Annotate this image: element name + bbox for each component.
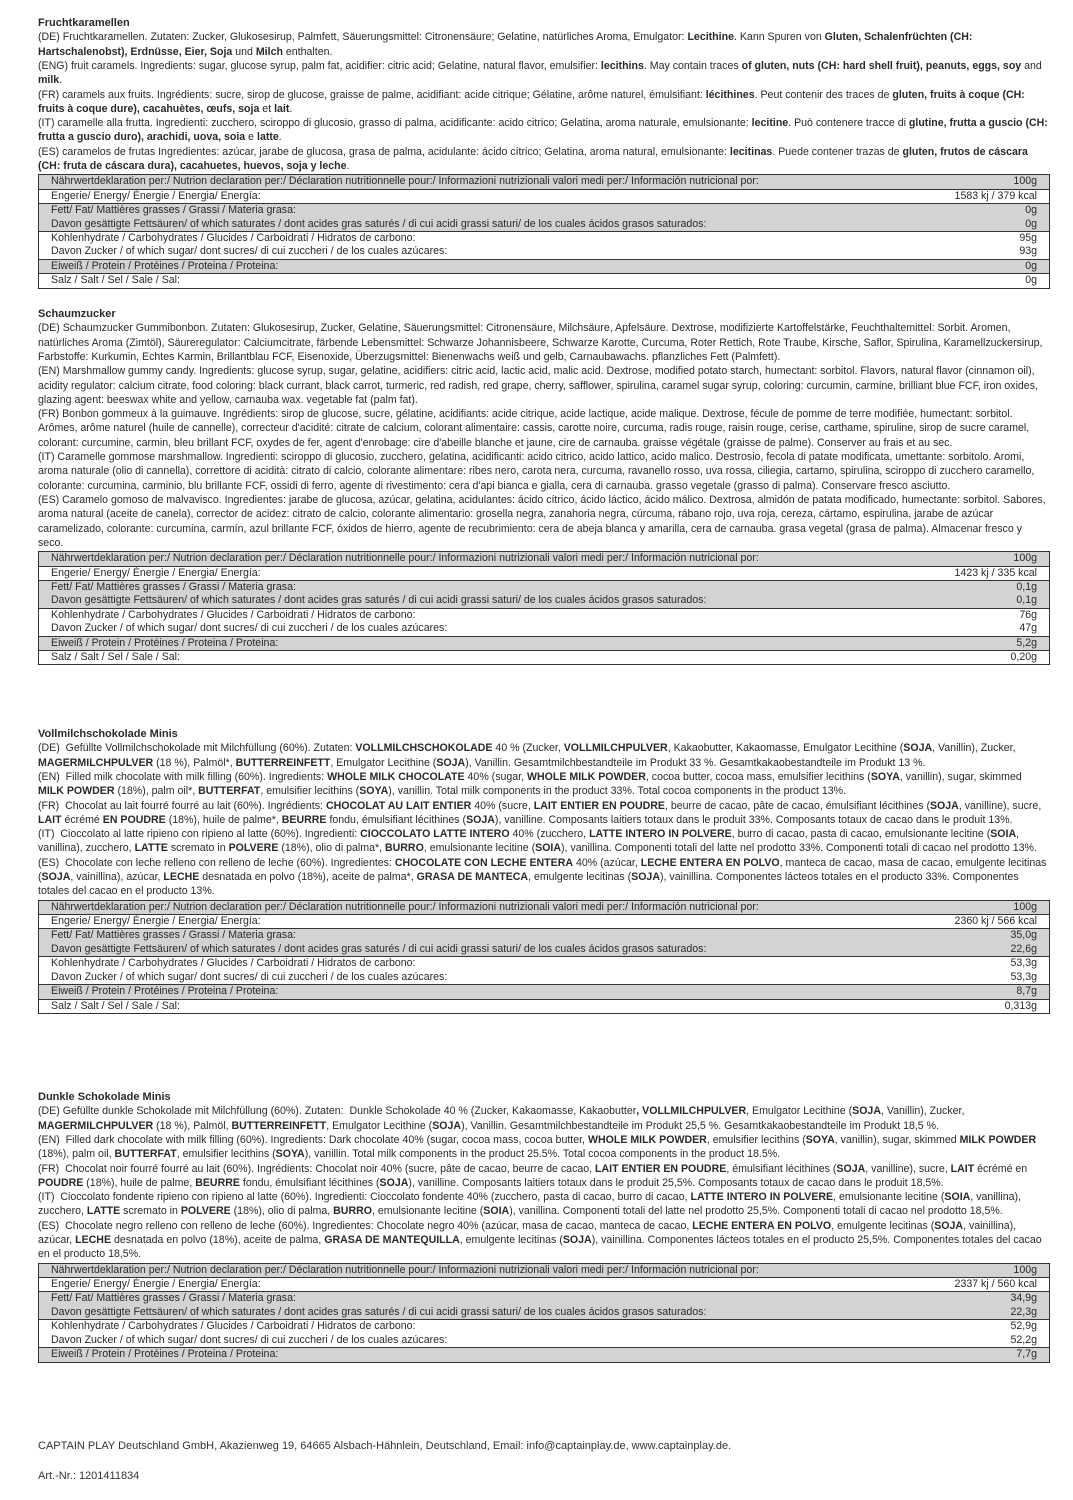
ingredient-text: , Emulgator Lecithine ( [746, 1105, 853, 1118]
ingredient-text: e [245, 131, 257, 144]
nutrition-label: Kohlenhydrate / Carbohydrates / Glucides / Carboidrati / Hidratos de carbono: [39, 608, 921, 622]
allergen-text: lécithines [705, 88, 755, 101]
ingredient-text: . [289, 102, 293, 115]
nutrition-row-energy [39, 189, 1050, 203]
allergen-text: lecitinas [729, 145, 773, 158]
nutrition-value: 0g [921, 259, 1050, 273]
ingredient-text: (18%), palm oil, [38, 1134, 1040, 1161]
ingredient-text: , emulsionante lecitine ( [423, 842, 536, 855]
ingredient-text: , vanilline), sucre, [958, 799, 1045, 812]
allergen-text: SOYA [275, 1148, 305, 1161]
nutrition-value: 100g [921, 175, 1050, 189]
ingredient-text: , beurre de cacao, pâte de cacao, émulsifiant lécithines ( [664, 799, 930, 812]
allergen-text: WHOLE MILK CHOCOLATE [327, 771, 465, 783]
ingredient-text: , Emulgator Lecithine ( [330, 756, 437, 769]
ingredient-text: 40 % (Zucker, [492, 742, 564, 755]
ingredient-text: ), vanillina. Componenti totali del latte nel prodotto 25,5%. Componenti totali di cacao nel prodotto 18,5%. [509, 1205, 1003, 1218]
allergen-text: WHOLE MILK POWDER [587, 1134, 707, 1146]
product-title: Dunkle Schokolade Minis [38, 1091, 171, 1103]
ingredient-text: , emulsifier lecithins ( [260, 785, 360, 798]
allergen-text: latte [257, 131, 279, 144]
nutrition-row-fat [39, 929, 1050, 943]
nutrition-value: 34,9g [921, 1292, 1050, 1306]
allergen-text: LECHE [163, 871, 200, 884]
nutrition-table [38, 900, 1050, 1014]
nutrition-row-sugar [39, 622, 1050, 636]
allergen-text: glutine, frutta a guscio (CH: frutta a guscio duro), arachidi, uova, soia [38, 117, 1051, 144]
nutrition-value: 100g [921, 1263, 1050, 1277]
nutrition-label: Salz / Salt / Sel / Sale / Sal: [39, 274, 921, 288]
ingredient-text: (18%), olio di palma*, [278, 842, 385, 855]
allergen-text: SOYA [359, 785, 389, 798]
allergen-text: GRASA DE MANTEQUILLA [324, 1234, 460, 1247]
nutrition-value: 22,3g [921, 1306, 1050, 1320]
allergen-text: LAIT [38, 813, 62, 826]
nutrition-value: 35,0g [921, 929, 1050, 943]
allergen-text: BURRO [384, 842, 424, 855]
nutrition-row-salt [39, 999, 1050, 1013]
nutrition-label: Engerie/ Energy/ Énergie / Energia/ Energía: [39, 915, 921, 929]
allergen-text: LATTE INTERO IN POLVERE [589, 828, 732, 841]
ingredients-paragraph [38, 116, 1050, 145]
nutrition-row-header [39, 552, 1050, 566]
allergen-text: POLVERE [180, 1205, 231, 1218]
allergen-text: SOJA [631, 871, 660, 884]
nutrition-label: Engerie/ Energy/ Énergie / Energia/ Energía: [39, 1278, 921, 1292]
nutrition-row-saturates [39, 1306, 1050, 1320]
nutrition-label: Fett/ Fat/ Mattières grasses / Grassi / Materia grasa: [39, 204, 921, 218]
ingredient-text: ), vainillina. Componentes lácteos totales en el producto 33%. Componentes totales del cacao en el producto 13%. [38, 871, 1022, 898]
ingredient-text: écrémé [61, 813, 103, 826]
ingredient-text: ), Vanillin. Gesamtmilchbestandteile im Produkt 33 %. Gesamtkakaobestandteile im Produkt 13 %. [465, 756, 926, 769]
ingredient-text: (IT) Caramelle gommose marshmallow. Ingredienti: sciroppo di glucosio, zucchero, gelatina, acidificanti: acido citrico, acido lattico, acido malico. Destrosio, fecola di patate modificata, umettante: sorbitolo. Aromi, aroma naturale (olio di cannella), correttore di acidità: citrato di calcio, colorante alimentare: ribes nero, carota nera, curcuma, ravanello rosso, uva rossa, ciliegia, cartamo, spirulina, sciroppo di zucchero caramello, colorante: curcumina, carminio, blu brillante FCF, ossidi di ferro, agente di rivestimento: cera d'api bianca e gialla, cera di carnauba. grasso vegetale (grasso di palma). Conservare fresco asciutto. [38, 451, 1038, 492]
ingredient-text: , Emulgator Lecithine ( [326, 1119, 433, 1132]
nutrition-row-fat [39, 580, 1050, 594]
ingredients-paragraph [38, 799, 1050, 828]
ingredient-text: . Kann Spuren von [733, 31, 825, 44]
ingredients-paragraph [38, 1190, 1050, 1219]
nutrition-value: 0,1g [921, 594, 1050, 608]
ingredient-text: (DE) Fruchtkaramellen. Zutaten: Zucker, Glukosesirup, Palmfett, Säuerungsmittel: Citronensäure; Gelatine, natürliches Aroma, Emulgator: [38, 31, 688, 44]
ingredients-paragraph [38, 88, 1050, 117]
ingredient-text: , vainillina), azúcar, [70, 871, 164, 884]
nutrition-label: Nährwertdeklaration per:/ Nutrion declaration per:/ Déclaration nutritionnelle pour:/ Informazioni nutrizionali valori medi per:/ Información nutricional por: [39, 900, 921, 914]
allergen-text: BUTTERFAT [114, 1148, 177, 1161]
nutrition-label: Davon gesättigte Fettsäuren/ of which saturates / dont acides gras saturés / di cui acidi grassi saturi/ de los cuales ácidos grasos saturados: [39, 943, 921, 957]
nutrition-label: Engerie/ Energy/ Énergie / Energia/ Energía: [39, 189, 921, 203]
nutrition-row-salt [39, 651, 1050, 665]
ingredient-text: (EN) Filled milk chocolate with milk filling (60%). Ingredients: [38, 771, 328, 783]
allergen-text: SOJA [466, 813, 495, 826]
nutrition-row-header [39, 900, 1050, 914]
nutrition-row-sugar [39, 971, 1050, 985]
ingredient-text: , émulsifiant lécithines ( [726, 1162, 837, 1175]
ingredients-paragraph [38, 145, 1050, 174]
allergen-text: SOIA [535, 842, 562, 855]
allergen-text: MILK POWDER [38, 785, 115, 798]
allergen-text: LECHE ENTERA EN POLVO [692, 1219, 832, 1232]
allergen-text: SOJA [379, 1176, 409, 1189]
ingredient-text: (18%), olio di palma, [230, 1205, 334, 1218]
ingredient-text: (ES) Caramelo gomoso de malvavisco. Ingredientes: jarabe de glucosa, azúcar, gelatina, acidulantes: ácido cítrico, ácido láctico, ácido málico. Dextrosa, almidón de patata modificado, humectante: sorbitol. Sabores, aroma natural (aceite de canela), corrector de acidez: citrato de calcio, colorante alimentario: grosella negra, zanahoria negra, cúrcuma, rábano rojo, uva roja, cereza, cártamo, espirulina, jarabe de azúcar caramelizado, colorante: curcumina, carmín, azul brillante FCF, óxidos de hierro, agente de recubrimiento: cera de abeja blanca y amarilla, cera de carnauba. grasa vegetal (grasa de palma). Almacenar fresco y seco. [38, 493, 1049, 549]
allergen-text: VOLLMILCHSCHOKOLADE [355, 742, 493, 755]
nutrition-row-energy [39, 915, 1050, 929]
product-section-vollmilchschokolade-minis [38, 727, 1050, 1014]
ingredient-text: scremato in [167, 842, 229, 855]
nutrition-value: 76g [921, 608, 1050, 622]
allergen-text: Lecithine [687, 31, 734, 44]
nutrition-value: 100g [921, 900, 1050, 914]
nutrition-value: 0,20g [921, 651, 1050, 665]
nutrition-value: 2337 kj / 560 kcal [921, 1278, 1050, 1292]
nutrition-row-protein [39, 985, 1050, 999]
nutrition-value: 1423 kj / 335 kcal [921, 566, 1050, 580]
nutrition-value: 53,3g [921, 971, 1050, 985]
allergen-text: LAIT ENTIER EN POUDRE [595, 1162, 727, 1175]
allergen-text: BUTTERREINFETT [231, 1119, 327, 1132]
nutrition-row-energy [39, 1278, 1050, 1292]
nutrition-row-saturates [39, 594, 1050, 608]
ingredients-paragraph [38, 1133, 1050, 1162]
ingredient-text: , emulgente lecitinas ( [831, 1219, 935, 1232]
allergen-text: MAGERMILCHPULVER [38, 1119, 154, 1132]
nutrition-label: Davon gesättigte Fettsäuren/ of which saturates / dont acides gras saturés / di cui acidi grassi saturi/ de los cuales ácidos grasos saturados: [39, 218, 921, 232]
nutrition-row-carbs [39, 608, 1050, 622]
ingredient-text: , emulsionante lecitine ( [372, 1205, 484, 1218]
allergen-text: BUTTERREINFETT [235, 756, 331, 769]
allergen-text: of gluten, nuts (CH: hard shell fruit), peanuts, eggs, soy [741, 60, 1022, 72]
nutrition-row-energy [39, 566, 1050, 580]
ingredients-paragraph [38, 493, 1050, 550]
nutrition-value: 47g [921, 622, 1050, 636]
nutrition-value: 93g [921, 245, 1050, 259]
product-title: Schaumzucker [38, 308, 116, 320]
ingredient-text: ), vanillin. Total milk components in the product 25.5%. Total cocoa components in the product 18.5%. [304, 1148, 781, 1161]
allergen-text: CHOCOLATE CON LECHE ENTERA [394, 856, 574, 869]
ingredient-text: (ES) Chocolate negro relleno con relleno de leche (60%). Ingredientes: Chocolate negro 40% (azúcar, masa de cacao, manteca de cacao, [38, 1219, 693, 1232]
nutrition-value: 52,9g [921, 1320, 1050, 1334]
product-section-schaumzucker [38, 307, 1050, 665]
allergen-text: SOJA [929, 799, 959, 812]
ingredient-text: und [232, 45, 256, 58]
allergen-text: BEURRE [281, 813, 327, 826]
ingredient-text: , emulgente lecitinas ( [528, 871, 632, 884]
ingredient-text: (IT) caramelle alla frutta. Ingredienti: zucchero, sciroppo di glucosio, grasso di palma, acidificante: acido citrico; Gelatina, aroma naturale, emulsionante: [38, 117, 752, 130]
article-number: Art.-Nr.: 1201411834 [38, 1470, 140, 1482]
nutrition-value: 5,2g [921, 636, 1050, 650]
allergen-text: WHOLE MILK POWDER [527, 771, 646, 783]
allergen-text: SOJA [432, 1119, 462, 1132]
nutrition-value: 0g [921, 204, 1050, 218]
nutrition-row-carbs [39, 957, 1050, 971]
nutrition-label: Salz / Salt / Sel / Sale / Sal: [39, 999, 921, 1013]
allergen-text: , VOLLMILCHPULVER [636, 1105, 747, 1118]
ingredients-paragraph [38, 30, 1050, 59]
ingredient-text: (18%), huile de palme*, [165, 813, 282, 826]
allergen-text: EN POUDRE [102, 813, 166, 826]
ingredient-text: , vanillina), zucchero, [38, 1191, 1024, 1218]
nutrition-row-saturates [39, 218, 1050, 232]
ingredients-paragraph [38, 59, 1050, 88]
ingredient-text: , vanillina), zucchero, [38, 828, 1023, 855]
allergen-text: CHOCOLAT AU LAIT ENTIER [325, 799, 472, 812]
ingredient-text: 40% (sucre, [471, 799, 534, 812]
ingredient-text: 40% (sugar, [464, 771, 528, 783]
ingredient-text: , emulsionante lecitine ( [833, 1191, 945, 1204]
ingredient-text: , vanillin), sugar, skimmed [899, 771, 1025, 783]
ingredients-paragraph [38, 741, 1050, 770]
nutrition-value: 22,6g [921, 943, 1050, 957]
allergen-text: BURRO [333, 1205, 372, 1218]
nutrition-label: Engerie/ Energy/ Énergie / Energia/ Energía: [39, 566, 921, 580]
ingredient-text: (ES) caramelos de frutas Ingredientes: azúcar, jarabe de glucosa, grasa de palma, acidulante: ácido cítrico; Gelatina, aroma natural, emulsionante: [38, 145, 730, 158]
ingredient-text: (EN) Filled dark chocolate with milk filling (60%). Ingredients: Dark chocolate 40% (sugar, cocoa mass, cocoa butter, [38, 1134, 588, 1146]
allergen-text: POUDRE [38, 1176, 84, 1189]
ingredient-text: (DE) Gefüllte Vollmilchschokolade mit Milchfüllung (60%). Zutaten: [38, 742, 356, 755]
nutrition-label: Fett/ Fat/ Mattières grasses / Grassi / Materia grasa: [39, 1292, 921, 1306]
ingredient-text: et [259, 102, 275, 115]
ingredient-text: ), vanillin. Total milk components in the product 33%. Total cocoa components in the product 13%. [388, 785, 847, 798]
nutrition-row-header [39, 175, 1050, 189]
nutrition-value: 7,7g [921, 1348, 1050, 1362]
nutrition-label: Kohlenhydrate / Carbohydrates / Glucides / Carboidrati / Hidratos de carbono: [39, 232, 921, 246]
allergen-text: SOJA [562, 1234, 592, 1247]
ingredients-paragraph [38, 1104, 1050, 1133]
nutrition-row-salt [39, 274, 1050, 288]
ingredient-text: , emulsifier lecithins ( [706, 1134, 806, 1146]
ingredient-text: , cocoa butter, cocoa mass, emulsifier lecithins ( [645, 771, 871, 783]
ingredient-text: . Peut contenir des traces de [754, 88, 893, 101]
ingredient-text: 40% (zucchero, [509, 828, 590, 841]
allergen-text: SOIA [483, 1205, 510, 1218]
nutrition-value: 100g [921, 552, 1050, 566]
ingredient-text: (IT) Cioccolato fondente ripieno con ripieno al latte (60%). Ingredienti: Cioccolato fondente 40% (zucchero, pasta di cacao, burro di cacao, [38, 1191, 691, 1204]
ingredients-paragraph [38, 450, 1050, 493]
product-title: Vollmilchschokolade Minis [38, 728, 178, 740]
ingredient-text: ), vanilline. Composants laitiers totaux dans le produit 25,5%. Composants totaux de cacao dans le produit 18,5%. [408, 1176, 944, 1189]
nutrition-label: Davon gesättigte Fettsäuren/ of which saturates / dont acides gras saturés / di cui acidi grassi saturi/ de los cuales ácidos grasos saturados: [39, 594, 921, 608]
ingredient-text: (FR) caramels aux fruits. Ingrédients: sucre, sirop de glucose, graisse de palme, acidifiant: acide citrique; Gélatine, arôme naturel, émulsifiant: [38, 88, 706, 101]
ingredient-text: fondu, émulsifiant lécithines ( [326, 813, 467, 826]
ingredient-text: scremato in [120, 1205, 181, 1218]
allergen-text: GRASA DE MANTECA [416, 871, 529, 884]
ingredient-text: , manteca de cacao, masa de cacao, emulgente lecitinas ( [38, 856, 1050, 884]
nutrition-label: Kohlenhydrate / Carbohydrates / Glucides / Carboidrati / Hidratos de carbono: [39, 957, 921, 971]
ingredient-text: , Kakaobutter, Kakaomasse, Emulgator Lecithine ( [667, 742, 904, 755]
ingredient-text: fondu, émulsifiant lécithines ( [239, 1176, 380, 1189]
nutrition-row-protein [39, 1348, 1050, 1362]
ingredients-paragraph [38, 407, 1050, 450]
nutrition-value: 52,2g [921, 1334, 1050, 1348]
nutrition-row-sugar [39, 245, 1050, 259]
ingredient-text: (DE) Schaumzucker Gummibonbon. Zutaten: Glukosesirup, Zucker, Gelatine, Säuerungsmittel: Citronensäure, Milchsäure, Apfelsäure. Dextrose, modifizierte Kartoffelstärke, Feuchthaltemittel: Sorbit. Aromen, natürliches Aroma (Zimtöl), Säureregulator: Calciumcitrate, färbende Lebensmittel: Schwarze Johannisbeere, Schwarze Karotte, Curcuma, Roter Rettich, Rote Traube, Kirsche, Saflor, Spirulina, Karamellzuckersirup, Farbstoffe: Kurkumin, Echtes Karmin, Brillantblau FCF, Eisenoxide, Überzugsmittel: Bienenwachs weiß und gelb, Carnaubawachs. pflanzliches Fett (Palmfett). [38, 322, 1046, 363]
nutrition-row-carbs [39, 1320, 1050, 1334]
nutrition-label: Davon gesättigte Fettsäuren/ of which saturates / dont acides gras saturés / di cui acidi grassi saturi/ de los cuales ácidos grasos saturados: [39, 1306, 921, 1320]
ingredient-text: écrémé en [974, 1162, 1031, 1175]
nutrition-value: 95g [921, 232, 1050, 246]
allergen-text: SOJA [934, 1219, 964, 1232]
nutrition-value: 0,1g [921, 580, 1050, 594]
ingredient-text: . [278, 131, 282, 144]
ingredient-text: , vanillin), sugar, skimmed [834, 1134, 960, 1146]
nutrition-label: Davon Zucker / of which sugar/ dont sucres/ di cui zuccheri / de los cuales azúcares: [39, 245, 921, 259]
ingredients-paragraph [38, 1162, 1050, 1191]
allergen-text: gluten, fruits à coque (CH: fruits à coque dure), cacahuètes, œufs, soja [38, 88, 1028, 115]
ingredient-text: (FR) Chocolat au lait fourré fourré au lait (60%). Ingrédients: [38, 799, 326, 812]
allergen-text: SOYA [870, 771, 900, 783]
allergen-text: POLVERE [228, 842, 279, 855]
ingredient-text: , burro di cacao, pasta di cacao, emulsionante lecitine ( [731, 828, 991, 841]
nutrition-label: Fett/ Fat/ Mattières grasses / Grassi / Materia grasa: [39, 929, 921, 943]
ingredient-text: . [59, 74, 63, 87]
allergen-text: BEURRE [195, 1176, 240, 1189]
allergen-text: milk [38, 74, 60, 87]
allergen-text: SOJA [852, 1105, 881, 1118]
product-title: Fruchtkaramellen [38, 17, 130, 29]
ingredient-text: enthalten. [282, 45, 333, 58]
nutrition-row-protein [39, 259, 1050, 273]
ingredient-text: and [1021, 60, 1045, 72]
allergen-text: CIOCCOLATO LATTE INTERO [360, 828, 510, 841]
allergen-text: SOJA [836, 1162, 866, 1175]
nutrition-label: Eiweiß / Protein / Protéines / Proteina / Proteina: [39, 985, 921, 999]
allergen-text: LATTE [86, 1205, 121, 1218]
nutrition-row-sugar [39, 1334, 1050, 1348]
ingredient-text: (18 %), Palmöl*, [153, 756, 236, 769]
footer-company-info: CAPTAIN PLAY Deutschland GmbH, Akazienweg 19, 64665 Alsbach-Hähnlein, Deutschland, Email: info@captainplay.de, www.captainplay.de. [38, 1440, 732, 1452]
nutrition-value: 8,7g [921, 985, 1050, 999]
nutrition-value: 0g [921, 218, 1050, 232]
ingredient-text: ), Vanillin. Gesamtmilchbestandteile im Produkt 25,5 %. Gesamtkakaobestandteile im Produkt 18,5 %. [461, 1119, 940, 1132]
nutrition-label: Nährwertdeklaration per:/ Nutrion declaration per:/ Déclaration nutritionnelle pour:/ Informazioni nutrizionali valori medi per:/ Información nutricional por: [39, 175, 921, 189]
ingredient-text: 40% (azúcar, [573, 856, 641, 869]
ingredient-text: (IT) Cioccolato al latte ripieno con ripieno al latte (60%). Ingredienti: [38, 828, 361, 841]
nutrition-label: Eiweiß / Protein / Protéines / Proteina / Proteina: [39, 1348, 921, 1362]
ingredient-text: , Vanillin), Zucker, [932, 742, 1019, 755]
nutrition-label: Davon Zucker / of which sugar/ dont sucres/ di cui zuccheri / de los cuales azúcares: [39, 971, 921, 985]
nutrition-table [38, 551, 1050, 665]
ingredient-text: (EN) Marshmallow gummy candy. Ingredients: glucose syrup, sugar, gelatine, acidifiers: citric acid, lactic acid, malic acid. Dextrose, modified potato starch, humectant: sorbitol. Flavors, natural flavor (cinnamon oil), acidity regulator: calcium citrate, food coloring: black currant, black carrot, turmeric, red radish, red grape, cherry, safflower, spirulina, caramel sugar syrup, coloring: curcumin, carmine, brilliant blue FCF, iron oxides, glazing agent: beeswax white and yellow, carnauba wax. vegetable fat (palm fat). [38, 365, 1041, 406]
nutrition-label: Davon Zucker / of which sugar/ dont sucres/ di cui zuccheri / de los cuales azúcares: [39, 622, 921, 636]
nutrition-label: Fett/ Fat/ Mattières grasses / Grassi / Materia grasa: [39, 580, 921, 594]
allergen-text: BUTTERFAT [198, 785, 261, 798]
allergen-text: SOIA [944, 1191, 971, 1204]
allergen-text: MAGERMILCHPULVER [38, 756, 154, 769]
ingredients-paragraph [38, 1219, 1050, 1262]
ingredient-text: . May contain traces [643, 60, 742, 72]
product-section-dunkle-schokolade-minis [38, 1090, 1050, 1363]
ingredient-text: desnatada en polvo (18%), aceite de palma, [111, 1234, 325, 1247]
nutrition-label: Eiweiß / Protein / Protéines / Proteina / Proteina: [39, 259, 921, 273]
nutrition-label: Kohlenhydrate / Carbohydrates / Glucides / Carboidrati / Hidratos de carbono: [39, 1320, 921, 1334]
nutrition-label: Salz / Salt / Sel / Sale / Sal: [39, 651, 921, 665]
ingredient-text: . [346, 160, 350, 173]
allergen-text: LECHE [75, 1234, 112, 1247]
ingredient-text: (DE) Gefüllte dunkle Schokolade mit Milchfüllung (60%). Zutaten: Dunkle Schokolade 40 % (Zucker, Kakaomasse, Kakaobutter [38, 1105, 637, 1118]
ingredient-text: (FR) Bonbon gommeux à la guimauve. Ingrédients: sirop de glucose, sucre, gélatine, acidifiants: acide citrique, acide lactique, acide malique. Dextrose, fécule de pomme de terre modifiée, humectant: sorbitol. Arômes, arôme naturel (huile de cannelle), correcteur d'acidité: citrate de calcium, colorant alimentaire: cassis, carotte noire, curcuma, radis rouge, raisin rouge, cerise, carthame, spiruline, sirop de sucre caramel, colorant: curcumine, carmin, bleu brillant FCF, oxydes de fer, agent d'enrobage: cire d'abeille blanche et jaune, cire de carnauba. graisse végétale (graisse de palme). Conserver au frais et au sec. [38, 408, 1033, 449]
nutrition-table [38, 174, 1050, 288]
nutrition-value: 1583 kj / 379 kcal [921, 189, 1050, 203]
ingredient-text: (ENG) fruit caramels. Ingredients: sugar, glucose syrup, palm fat, acidifier: citric acid; Gelatine, natural flavor, emulsifier: [38, 60, 601, 72]
allergen-text: LATTE INTERO IN POLVERE [690, 1191, 834, 1204]
allergen-text: lecitine [751, 117, 789, 130]
ingredient-text: , vanilline), sucre, [865, 1162, 951, 1175]
ingredient-text: (ES) Chocolate con leche relleno con relleno de leche (60%). Ingredientes: [38, 856, 395, 869]
ingredient-text: desnatada en polvo (18%), aceite de palma*, [199, 871, 417, 884]
nutrition-row-fat [39, 204, 1050, 218]
nutrition-label: Nährwertdeklaration per:/ Nutrion declaration per:/ Déclaration nutritionnelle pour:/ Informazioni nutrizionali valori medi per:/ Información nutricional por: [39, 552, 921, 566]
nutrition-value: 0,313g [921, 999, 1050, 1013]
allergen-text: VOLLMILCHPULVER [563, 742, 668, 755]
ingredients-paragraph [38, 856, 1050, 899]
allergen-text: LATTE [134, 842, 168, 855]
ingredient-text: (18%), huile de palme, [83, 1176, 196, 1189]
ingredient-text: (18 %), Palmöl, [153, 1119, 232, 1132]
allergen-text: LAIT [950, 1162, 975, 1175]
nutrition-label: Nährwertdeklaration per:/ Nutrion declaration per:/ Déclaration nutritionnelle pour:/ Informazioni nutrizionali valori medi per:/ Información nutricional por: [39, 1263, 921, 1277]
ingredient-text: ), vanillina. Componenti totali del latte nel prodotto 33%. Componenti totali di cacao nel prodotto 13%. [561, 842, 1037, 855]
ingredient-text: ), vainillina. Componentes lácteos totales en el producto 25,5%. Componentes totales del cacao en el producto 18,5%. [38, 1234, 1045, 1261]
nutrition-value: 53,3g [921, 957, 1050, 971]
nutrition-row-fat [39, 1292, 1050, 1306]
ingredients-paragraph [38, 321, 1050, 364]
nutrition-row-header [39, 1263, 1050, 1277]
nutrition-row-saturates [39, 943, 1050, 957]
allergen-text: MILK POWDER [959, 1134, 1037, 1146]
allergen-text: lait [274, 102, 290, 115]
allergen-text: SOJA [436, 756, 466, 769]
allergen-text: SOIA [990, 828, 1017, 841]
allergen-text: gluten, frutos de cáscara (CH: fruta de cáscara dura), cacahuetes, huevos, soja y leche [38, 145, 1031, 173]
nutrition-value: 2360 kj / 566 kcal [921, 915, 1050, 929]
ingredients-paragraph [38, 770, 1050, 799]
ingredients-paragraph [38, 364, 1050, 407]
allergen-text: lecithins [600, 60, 644, 72]
allergen-text: Milch [255, 45, 283, 58]
ingredients-paragraph [38, 827, 1050, 856]
nutrition-row-protein [39, 636, 1050, 650]
nutrition-label: Eiweiß / Protein / Protéines / Proteina / Proteina: [39, 636, 921, 650]
ingredient-text: ), vanilline. Composants laitiers totaux dans le produit 33%. Composants totaux de cacao dans le produit 13%. [494, 813, 1013, 826]
allergen-text: SOJA [41, 871, 71, 884]
ingredient-text: , Vanillin), Zucker, [880, 1105, 968, 1118]
allergen-text: LAIT ENTIER EN POUDRE [533, 799, 665, 812]
allergen-text: LECHE ENTERA EN POLVO [640, 856, 780, 869]
nutrition-table [38, 1263, 1050, 1363]
ingredient-text: . Puede contener trazas de [772, 145, 903, 158]
ingredient-text: (18%), palm oil*, [114, 785, 199, 798]
nutrition-label: Davon Zucker / of which sugar/ dont sucres/ di cui zuccheri / de los cuales azúcares: [39, 1334, 921, 1348]
ingredient-text: . Può contenere tracce di [788, 117, 909, 130]
ingredient-text: (FR) Chocolat noir fourré fourré au lait (60%). Ingrédients: Chocolat noir 40% (sucre, pâte de cacao, beurre de cacao, [38, 1162, 596, 1175]
allergen-text: Gluten, Schalenfrüchten (CH: Hartschalenobst), Erdnüsse, Eier, Soja [38, 31, 976, 58]
nutrition-value: 0g [921, 274, 1050, 288]
nutrition-row-carbs [39, 232, 1050, 246]
product-section-fruchtkaramellen [38, 16, 1050, 289]
ingredient-text: , vainillina), azúcar, [38, 1219, 1020, 1247]
allergen-text: SOYA [805, 1134, 835, 1146]
ingredient-text: , emulgente lecitinas ( [459, 1234, 563, 1247]
allergen-text: SOJA [903, 742, 933, 755]
ingredient-text: , emulsifier lecithins ( [176, 1148, 276, 1161]
